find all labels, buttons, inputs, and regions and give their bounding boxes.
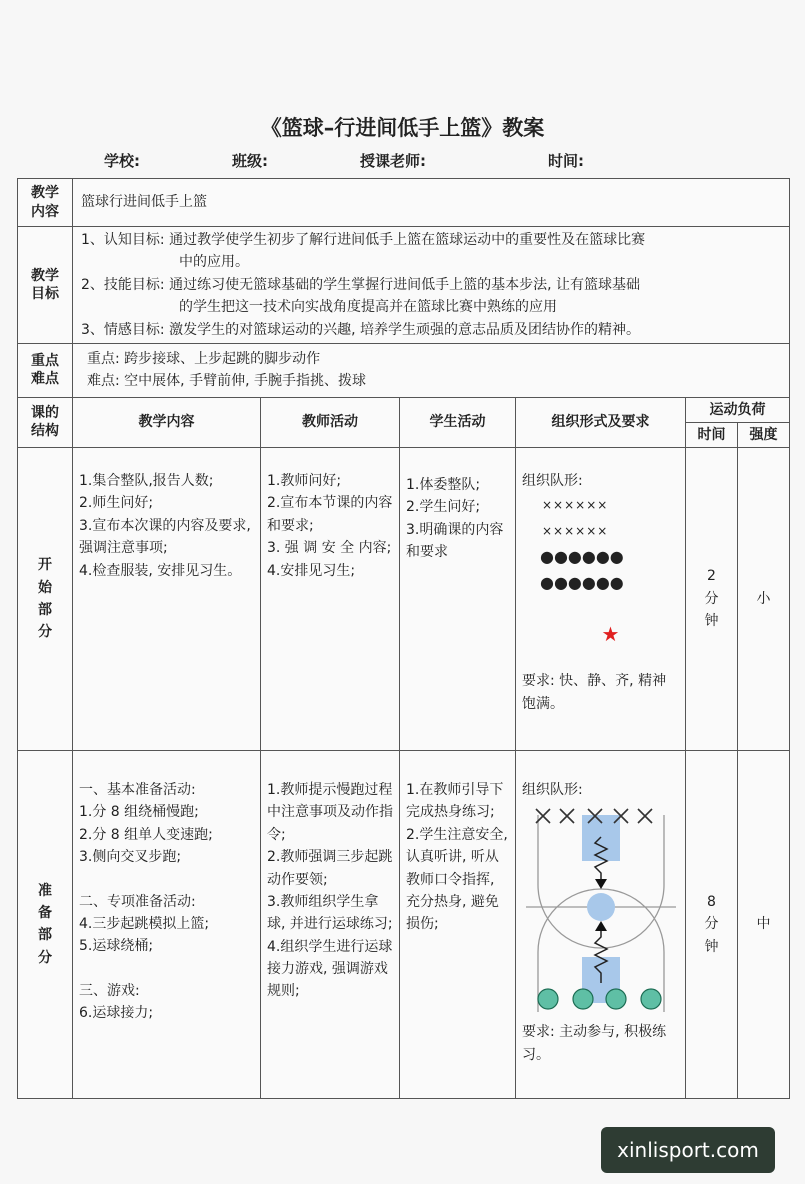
list-item: 2.宣布本节课的内容和要求; [267,495,393,534]
list-item: 3.教师组织学生拿球, 并进行运球练习; [267,893,393,933]
key-point: 重点: 跨步接球、上步起跳的脚步动作 [87,351,321,368]
document-title: 《篮球–行进间低手上篮》教案 [260,116,545,140]
list-item: 5.运球绕桶; [79,938,154,955]
label-line: 内容 [31,203,59,220]
goal-cognitive: 1、认知目标: 通过教学使学生初步了解行进间低手上篮在篮球运动中的重要性及在篮球比赛 [81,232,646,248]
time-unit: 分 [704,916,719,933]
prep-time [686,750,738,1098]
watermark-badge: xinlisport.com [601,1127,775,1173]
requirement-text: 要求: 快、静、齐, 精神饱满。 [522,673,667,712]
time-value: 2 [707,568,716,585]
org-title: 组织队形: [522,781,583,798]
list-item: 3.宣布本次课的内容及要求, 强调注意事项; [79,517,251,557]
start-teacher [261,447,400,750]
teacher-label: 授课老师: [360,152,426,170]
vertical-label-char: 开 [38,557,52,574]
goal-cognitive-cont: 中的应用。 [179,254,249,271]
org-header: 组织形式及要求 [516,397,686,447]
vertical-label-char: 部 [38,601,52,618]
list-item: 4.安排见习生; [267,562,356,579]
prep-intensity: 中 [738,750,790,1098]
prep-content [73,750,261,1098]
label-line: 结构 [31,423,59,440]
label-line: 教学 [31,185,59,202]
lesson-plan-table [17,178,790,1099]
formation-row: ×××××× [542,524,609,539]
prep-part-label-text [18,880,72,970]
class-label: 班级: [232,152,268,170]
list-item: 1.集合整队,报告人数; [79,472,214,489]
list-item: 二、专项准备活动: [79,893,196,910]
start-organization [516,447,686,750]
student-header: 学生活动 [400,397,516,447]
goals-list [73,227,790,344]
goal-skill-cont: 的学生把这一技术向实战角度提高并在篮球比赛中熟练的应用 [179,299,557,316]
requirement-text: 要求: 主动参与, 积极练习。 [522,1024,667,1063]
intensity-header: 强度 [738,422,790,447]
time-label: 时间: [548,152,584,170]
goal-affective: 3、情感目标: 激发学生的对篮球运动的兴趣, 培养学生顽强的意志品质及团结协作的精神。 [81,321,640,338]
label-line: 教学 [31,267,59,284]
content-header: 教学内容 [73,397,261,447]
structure-header [18,397,73,447]
list-item: 1.在教师引导下完成热身练习; [406,781,504,821]
list-item: 1.分 8 组绕桶慢跑; [79,804,199,821]
list-item: 2.学生问好; [406,499,481,516]
list-item: 4.组织学生进行运球接力游戏, 强调游戏规则; [267,938,393,1000]
list-item: 3.明确课的内容和要求 [406,521,504,561]
label-line: 难点 [31,371,59,388]
teacher-star-icon: ★ [601,622,620,647]
list-item: 一、基本准备活动: [79,781,196,798]
arrow-up-icon [595,921,607,931]
vertical-label-char: 备 [38,905,52,922]
difficult-point: 难点: 空中展体, 手臂前伸, 手腕手指挑、拨球 [87,373,366,390]
prep-organization [516,750,686,1098]
list-item: 4.三步起跳模拟上篮; [79,915,210,932]
goal-skill: 2、技能目标: 通过练习使无篮球基础的学生掌握行进间低手上篮的基本步法, 让有篮球基础 [81,276,640,293]
court-diagram [526,807,676,1017]
formation-row: ●●●●●● [540,573,624,593]
list-item: 1.体委整队; [406,476,481,493]
list-item: 4.检查服装, 安排见习生。 [79,562,242,579]
vertical-label-char: 分 [38,624,52,641]
prep-student [400,750,516,1098]
list-item: 6.运球接力; [79,1005,154,1022]
label-line: 课的 [31,405,59,422]
formation-row: ●●●●●● [540,547,624,567]
vertical-label-char: 始 [38,579,52,596]
org-title: 组织队形: [522,472,583,489]
goals-label [18,227,73,344]
list-item: 1.教师问好; [267,472,342,489]
list-item: 1.教师提示慢跑过程中注意事项及动作指令; [267,781,393,843]
prep-teacher [261,750,400,1098]
vertical-label-char: 准 [38,882,52,899]
load-header: 运动负荷 [686,397,790,422]
center-circle-icon [587,893,615,921]
arrow-down-icon [595,879,607,889]
time-unit: 钟 [704,938,719,955]
key-points [73,343,790,397]
list-item: 2.学生注意安全, 认真听讲, 听从教师口令指挥, 充分热身, 避免损伤; [406,826,508,933]
list-item: 2.教师强调三步起跳动作要领; [267,849,393,888]
bottom-bar [0,1184,805,1203]
content-label [18,179,73,227]
vertical-label-char: 分 [38,949,52,966]
prep-part-label [18,750,73,1098]
list-item: 2.师生问好; [79,495,154,512]
school-label: 学校: [104,152,140,170]
label-line: 重点 [31,353,59,370]
teacher-header: 教师活动 [261,397,400,447]
start-intensity: 小 [738,447,790,750]
label-line: 目标 [31,285,59,302]
start-student [400,447,516,750]
list-item: 三、游戏: [79,982,140,999]
list-item: 3. 强 调 安 全 内容; [267,540,392,557]
time-unit: 钟 [704,613,719,630]
time-header: 时间 [686,422,738,447]
time-unit: 分 [704,590,719,607]
time-value: 8 [707,893,716,910]
start-part-label [18,447,73,750]
vertical-label-char: 部 [38,927,52,944]
start-content [73,447,261,750]
key-label [18,343,73,397]
content-text: 篮球行进间低手上篮 [73,179,790,227]
list-item: 2.分 8 组单人变速跑; [79,826,213,843]
start-time [686,447,738,750]
start-part-label-text [18,554,72,644]
list-item: 3.侧向交叉步跑; [79,849,182,866]
formation-row: ×××××× [542,498,609,513]
